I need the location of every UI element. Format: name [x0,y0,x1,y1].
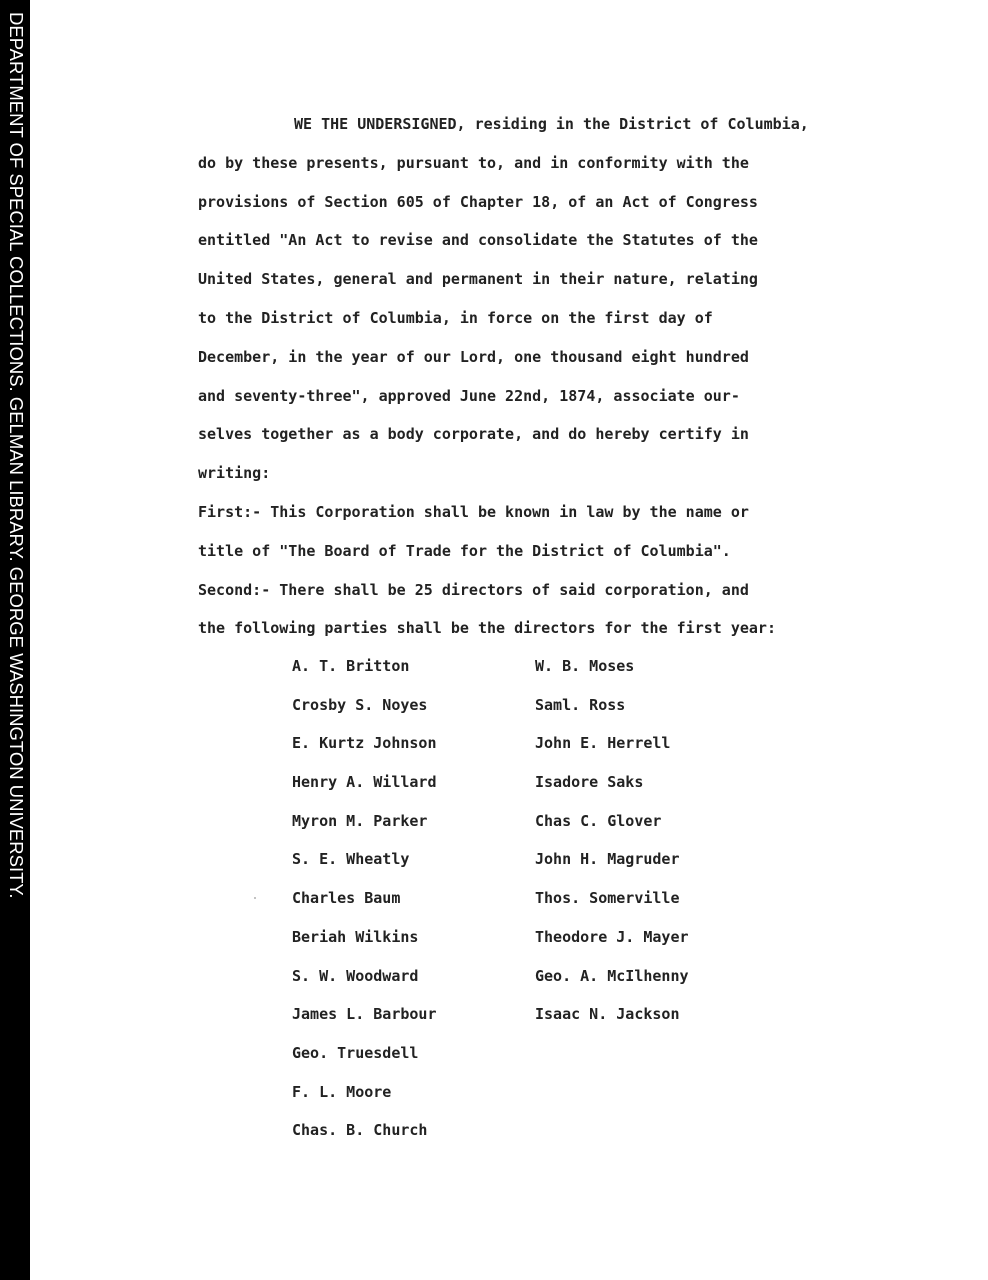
director-name: Myron M. Parker [292,811,428,830]
archive-credit-text: DEPARTMENT OF SPECIAL COLLECTIONS. GELMAN LIBRARY. GEORGE WASHINGTON UNIVERSITY. [6,12,27,899]
director-row [292,964,852,1003]
director-name: Beriah Wilkins [292,927,419,946]
director-row [292,1002,852,1041]
scan-speck [254,897,256,899]
director-name: Saml. Ross [535,695,626,714]
archive-credit-sidebar [0,0,30,1280]
director-row [292,925,852,964]
director-row [292,770,852,809]
director-name: Crosby S. Noyes [292,695,428,714]
director-name: W. B. Moses [535,657,635,675]
director-row [292,731,852,770]
director-name: Thos. Somerville [535,889,680,908]
document-body [198,112,898,655]
paragraph-line: entitled "An Act to revise and consolidate the Statutes of the [198,231,758,250]
director-name: James L. Barbour [292,1005,437,1024]
director-row [292,1118,852,1157]
director-name: S. W. Woodward [292,966,419,985]
first-article-line: title of "The Board of Trade for the District of Columbia". [198,541,731,560]
director-name: A. T. Britton [292,657,410,675]
director-name: S. E. Wheatly [292,850,410,869]
second-article-line: Second:- There shall be 25 directors of said corporation, and [198,580,749,599]
paragraph-line: and seventy-three", approved June 22nd, 1874, associate our- [198,386,740,405]
director-name: John E. Herrell [535,734,671,753]
paragraph-line: writing: [198,464,271,483]
director-name: Isadore Saks [535,773,644,792]
director-row [292,1080,852,1119]
director-name: Geo. A. McIlhenny [535,966,689,985]
director-name: Chas C. Glover [535,811,662,830]
director-name: Theodore J. Mayer [535,927,689,946]
director-row [292,693,852,732]
paragraph-line: provisions of Section 605 of Chapter 18, of an Act of Congress [198,192,758,211]
director-row [292,809,852,848]
directors-list [292,654,852,1157]
director-name: Isaac N. Jackson [535,1005,680,1024]
paragraph-line: to the District of Columbia, in force on the first day of [198,308,713,327]
director-row [292,847,852,886]
first-article-line: First:- This Corporation shall be known in law by the name or [198,502,749,521]
paragraph-line: United States, general and permanent in their nature, relating [198,270,758,289]
director-name: Geo. Truesdell [292,1043,419,1062]
second-article-line: the following parties shall be the directors for the first year: [198,619,776,638]
director-row [292,654,852,693]
director-name: Henry A. Willard [292,773,437,792]
director-name: Charles Baum [292,889,401,908]
director-name: E. Kurtz Johnson [292,734,437,753]
director-name: F. L. Moore [292,1082,392,1101]
paragraph-line: WE THE UNDERSIGNED, residing in the District of Columbia, [294,115,809,133]
paragraph-line: selves together as a body corporate, and do hereby certify in [198,425,749,444]
director-name: John H. Magruder [535,850,680,869]
director-name: Chas. B. Church [292,1121,428,1140]
paragraph-line: December, in the year of our Lord, one thousand eight hundred [198,347,749,366]
director-row [292,886,852,925]
paragraph-line: do by these presents, pursuant to, and in conformity with the [198,153,749,172]
director-row [292,1041,852,1080]
